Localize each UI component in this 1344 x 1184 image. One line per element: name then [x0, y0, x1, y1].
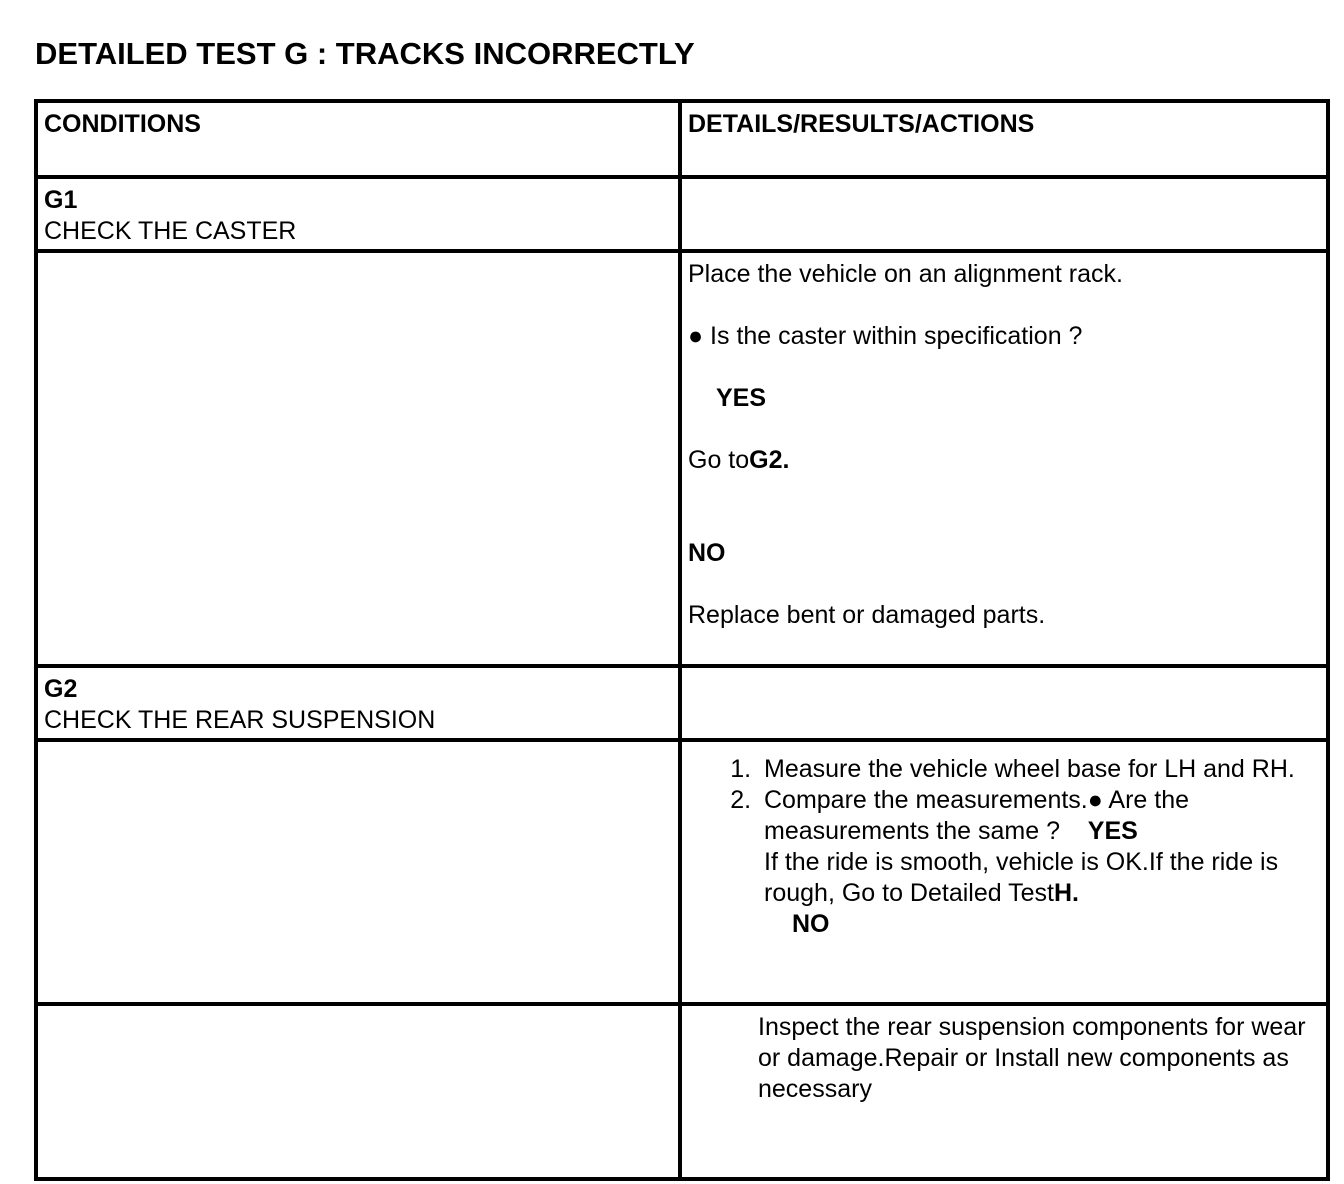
- g2-no-blank-condition: [36, 1004, 680, 1179]
- g1-condition-cell: [36, 177, 680, 251]
- g2-title: CHECK THE REAR SUSPENSION: [44, 706, 436, 734]
- g2-details-row: [36, 740, 1328, 1004]
- g2-no-action: Inspect the rear suspension components for wear or damage.Repair or Install new components as necessary: [758, 1013, 1306, 1103]
- g2-condition-cell: [36, 666, 680, 740]
- g1-empty-cell: [680, 177, 1328, 251]
- g2-no-action-cell: [680, 1004, 1328, 1179]
- g2-no-label: NO: [792, 910, 830, 938]
- g2-no-action-row: [36, 1004, 1328, 1179]
- conditions-header-label: CONDITIONS: [44, 110, 201, 138]
- g2-code: G2: [44, 675, 78, 703]
- g2-step-1: [758, 754, 1320, 785]
- g1-no-action: Replace bent or damaged parts.: [688, 601, 1046, 629]
- g1-section-row: [36, 177, 1328, 251]
- details-header: [680, 101, 1328, 177]
- g1-code: G1: [44, 186, 78, 214]
- g2-step-1-text: Measure the vehicle wheel base for LH and RH.: [764, 755, 1295, 783]
- table-header-row: [36, 101, 1328, 177]
- g1-question: ● Is the caster within specification ?: [688, 322, 1083, 350]
- g2-yes-label: YES: [1087, 817, 1138, 845]
- details-header-label: DETAILS/RESULTS/ACTIONS: [688, 110, 1035, 138]
- g1-details-row: [36, 251, 1328, 666]
- g1-blank-condition: [36, 251, 680, 666]
- g1-yes-label: YES: [716, 384, 767, 412]
- g1-yes-action-prefix: Go to: [688, 446, 750, 474]
- g1-instruction: Place the vehicle on an alignment rack.: [688, 260, 1123, 288]
- g1-yes-action-link[interactable]: G2.: [749, 446, 790, 474]
- page-title: DETAILED TEST G : TRACKS INCORRECTLY: [35, 36, 695, 71]
- g2-step-2: [758, 785, 1320, 940]
- g2-blank-condition: [36, 740, 680, 1004]
- g1-details-cell: [680, 251, 1328, 666]
- g2-empty-cell: [680, 666, 1328, 740]
- g2-yes-action-link[interactable]: H.: [1054, 879, 1079, 907]
- g2-yes-action-prefix: If the ride is smooth, vehicle is OK.If the ride is rough, Go to Detailed Test: [764, 848, 1279, 907]
- g2-step-2-text: Compare the measurements.● Are the measurements the same ?: [764, 786, 1190, 845]
- conditions-header: [36, 101, 680, 177]
- g1-title: CHECK THE CASTER: [44, 217, 297, 245]
- g2-steps-list: [688, 754, 1320, 940]
- g1-yes-action: [688, 445, 1320, 476]
- g2-details-cell: [680, 740, 1328, 1004]
- test-table: [34, 99, 1330, 1181]
- g1-no-label: NO: [688, 539, 726, 567]
- g2-section-row: [36, 666, 1328, 740]
